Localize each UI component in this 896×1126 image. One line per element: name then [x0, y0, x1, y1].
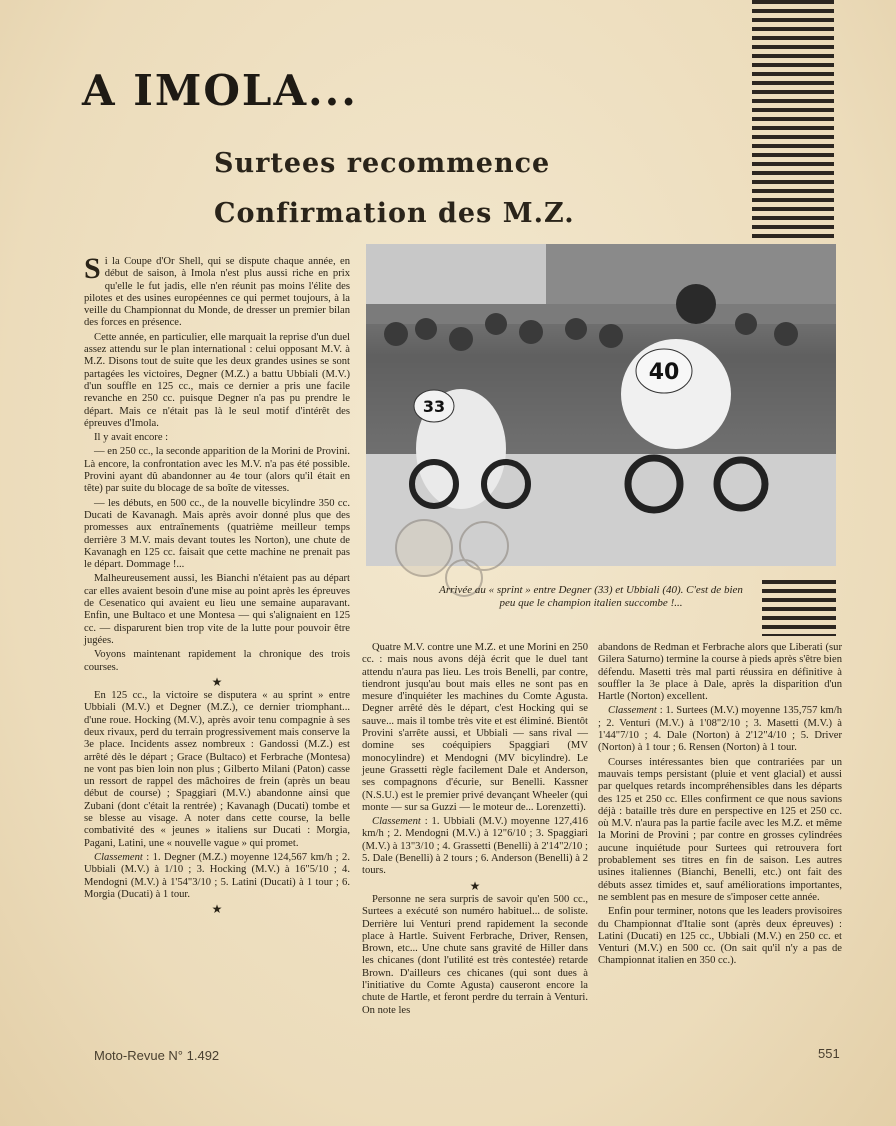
decorative-stripes-top	[752, 0, 834, 240]
paragraph: Voyons maintenant rapidement la chronique des trois courses.	[84, 649, 350, 673]
paragraph: Malheureusement aussi, les Bianchi n'étaient pas au départ car elles avaient besoin d'une mise au point après les épreuves de Cesenatico qui avaient eu lieu une semaine auparavant. Enfin, une Bultaco et une Montesa — qui s'alignaient en 125 cc. — disparurent bien trop vite de la lutte pour pouvoir être jugées.	[84, 573, 350, 646]
paragraph-results: Classement : 1. Degner (M.Z.) moyenne 124,567 km/h ; 2. Ubbiali (M.V.) à 1/10 ; 3. Hocking (M.V.) à 16"5/10 ; 4. Mendogni (M.V.) à 1'54"3/10 ; 5. Latini (Ducati) à 1 tour ; 6. Morgia (Ducati) à 1 tour.	[84, 851, 350, 900]
column-3	[598, 642, 842, 1038]
paragraph-intro: Si la Coupe d'Or Shell, qui se dispute chaque année, en début de saison, à Imola n'est plus aussi riche en prix qu'elle le fut jadis, elle n'en réunit pas moins l'élite des pilotes et des usines européennes ce qui permet toujours, à la veille du Championnat du Monde, de dresser un premier bilan des forces en présence.	[84, 252, 350, 329]
article-subtitle-2: Confirmation des M.Z.	[214, 198, 575, 229]
decorative-stripes-mid	[762, 580, 836, 636]
paragraph: abandons de Redman et Ferbrache alors que Liberati (sur Gilera Saturno) termine la course à pieds après s'être bien défendu. Masetti très mal parti réussira en définitive à souffler la 3e place à Dale, après la disparition d'un Hartle (Norton) excellent.	[598, 642, 842, 703]
paragraph: Personne ne sera surpris de savoir qu'en 500 cc., Surtees a exécuté son numéro habituel... de soliste. Derrière lui Venturi prend rapidement la seconde place à Hartle. Suivent Ferbrache, Driver, Rensen, Brown, etc... Une chute sans gravité de Hiller dans les chicanes (dont l'utilité est très contestée) retarde Brown. D'ailleurs ces chicanes (qui sont dues à l'initiative du Comte Agusta) causeront encore la chute de Hartle, et feront perdre du terrain à Venturi. On note les	[362, 893, 588, 1016]
paragraph: — les débuts, en 500 cc., de la nouvelle bicylindre 350 cc. Ducati de Kavanagh. Mais après avoir donné plus que des promesses aux entraînements (quatrième meilleur temps derrière 3 M.V. mais devant toutes les Norton), une chute de Kavanagh en 125 cc. faisait que cette machine ne prenait pas le départ. Dommage !...	[84, 497, 350, 571]
column-2	[362, 642, 588, 1038]
paragraph: Cette année, en particulier, elle marquait la reprise d'un duel assez attendu sur le plan international : celui opposant M.V. à M.Z. Disons tout de suite que les deux grandes usines se sont partagées les victoires, Degner (M.Z.) a battu Ubbiali (M.V.) d'un souffle en 125 cc., mais ce dernier a pris une facile revanche en 250 cc. puisque Degner n'a pas pu prendre le départ. Mais ce n'était pas là le seul motif d'intérêt des épreuves d'Imola.	[84, 331, 350, 429]
photo-caption: Arrivée au « sprint » entre Degner (33) et Ubbiali (40). C'est de bien peu que le champion italien succombe !...	[439, 584, 743, 609]
paragraph-results: Classement : 1. Ubbiali (M.V.) moyenne 127,416 km/h ; 2. Mendogni (M.V.) à 12"6/10 ; 3. Spaggiari (M.V.) à 13"3/10 ; 4. Grassetti (Benelli) à 2'14"2/10 ; 5. Dale (Benelli) à 2 tours ; 6. Anderson (Benelli) à 2 tours.	[362, 816, 588, 877]
paragraph: — en 250 cc., la seconde apparition de la Morini de Provini. Là encore, la confrontation avec les M.V. n'a pas été possible. Provini ayant dû abandonner au 4e tour (alors qu'il était en tête) par suite du blocage de sa boîte de vitesses.	[84, 446, 350, 495]
paragraph-results: Classement : 1. Surtees (M.V.) moyenne 135,757 km/h ; 2. Venturi (M.V.) à 1'08"2/10 ; 3. Masetti (M.V.) à 1'44"7/10 ; 4. Dale (Norton) à 2'12"4/10 ; 5. Driver (Norton) à 1 tour ; 6. Rensen (Norton) à 1 tour.	[598, 705, 842, 754]
paragraph: Enfin pour terminer, notons que les leaders provisoires du Championnat d'Italie sont (après deux épreuves) : Latini (Ducati) en 125 cc., Ubbiali (M.V.) en 250 cc. et Venturi (M.V.) en 500 cc. (On sait qu'il n'y a pas de Championnat italien en 350 cc.).	[598, 906, 842, 967]
racer-number-33: 33	[422, 397, 446, 416]
column-1	[84, 252, 350, 1038]
article-title: A IMOLA...	[82, 66, 358, 115]
star-separator: ★	[211, 902, 223, 917]
star-separator: ★	[211, 674, 223, 689]
article-subtitle-1: Surtees recommence	[214, 148, 551, 179]
drop-cap: S	[84, 252, 101, 285]
paragraph: Il y avait encore :	[94, 432, 169, 444]
paragraph: Quatre M.V. contre une M.Z. et une Morini en 250 cc. : mais nous avons déjà écrit que le duel tant attendu n'aura pas lieu. Les trois Benelli, par contre, tiendront jusqu'au bout mais elles ne sont pas en mesure d'inquiéter les machines du Comte Agusta. Degner arrêté dès le départ, c'est Hocking qui se sauve... mais il tombe très vite et est éliminé. Bientôt Provini s'arrête aussi, et Ubbiali — sans rival — domine ses coéquipiers Spaggiari (MV monocylindre) et Mendogni (MV bicylindre). Le jeune Grassetti règle facilement Dale et Anderson, ses compagnons d'écurie, sur Benelli. Kassner (N.S.U.) est le premier privé devançant Wheeler (qui monte — sur sa Guzzi — le moteur de... Lorenzetti).	[362, 642, 588, 813]
page-number: 551	[818, 1046, 840, 1061]
racer-number-40: 40	[648, 360, 680, 385]
paragraph: En 125 cc., la victoire se disputera « au sprint » entre Ubbiali (M.V.) et Degner (M.Z.), ce dernier triomphant... d'une roue. Hocking (M.V.), après avoir tenu compagnie à ses deux rivaux, perd du terrain progressivement mais conserve la 3e place. Incidents assez nombreux : Gandossi (M.Z.) est arrêté dès le départ ; Grace (Bultaco) et Ferbrache (Montesa) ne vont pas bien loin non plus ; Gilberto Milani (Paton) casse un ressort de rappel des mâchoires de frein (après un beau début de course) ; Spaggiari (M.V.) abandonne ainsi que Zubani (dont c'était la rentrée) ; Kavanagh (Ducati) tombe et se blesse au visage. A noter dans cette course, la belle combativité des « jeunes » italiens sur Ducati : Morgia, Pagani, Latini, une « nouvelle vague » qui promet.	[84, 690, 350, 849]
star-separator: ★	[469, 878, 481, 893]
magazine-issue: Moto-Revue N° 1.492	[94, 1048, 220, 1063]
paragraph: Courses intéressantes bien que contrariées par un mauvais temps persistant (pluie et vent glacial) et aussi par quelques retards incompréhensibles dans les départs des 125 et 250 cc. Elles confirment ce que nous savions déjà : bataille très dure en perspective en 125 et 250 cc. où M.V. n'aura pas la partie facile avec les M.Z. et même la Morini de Provini ; par contre en grosses cylindrées aucune inquiétude pour Surtees qui retrouvera fort probablement ses titres en fin de saison. Les autres usines italiennes (Bianchi, Benelli, etc.) ont fait des débuts assez timides et, sauf améliorations importantes, ne semblent pas en mesure de s'imposer cette année.	[598, 756, 842, 903]
